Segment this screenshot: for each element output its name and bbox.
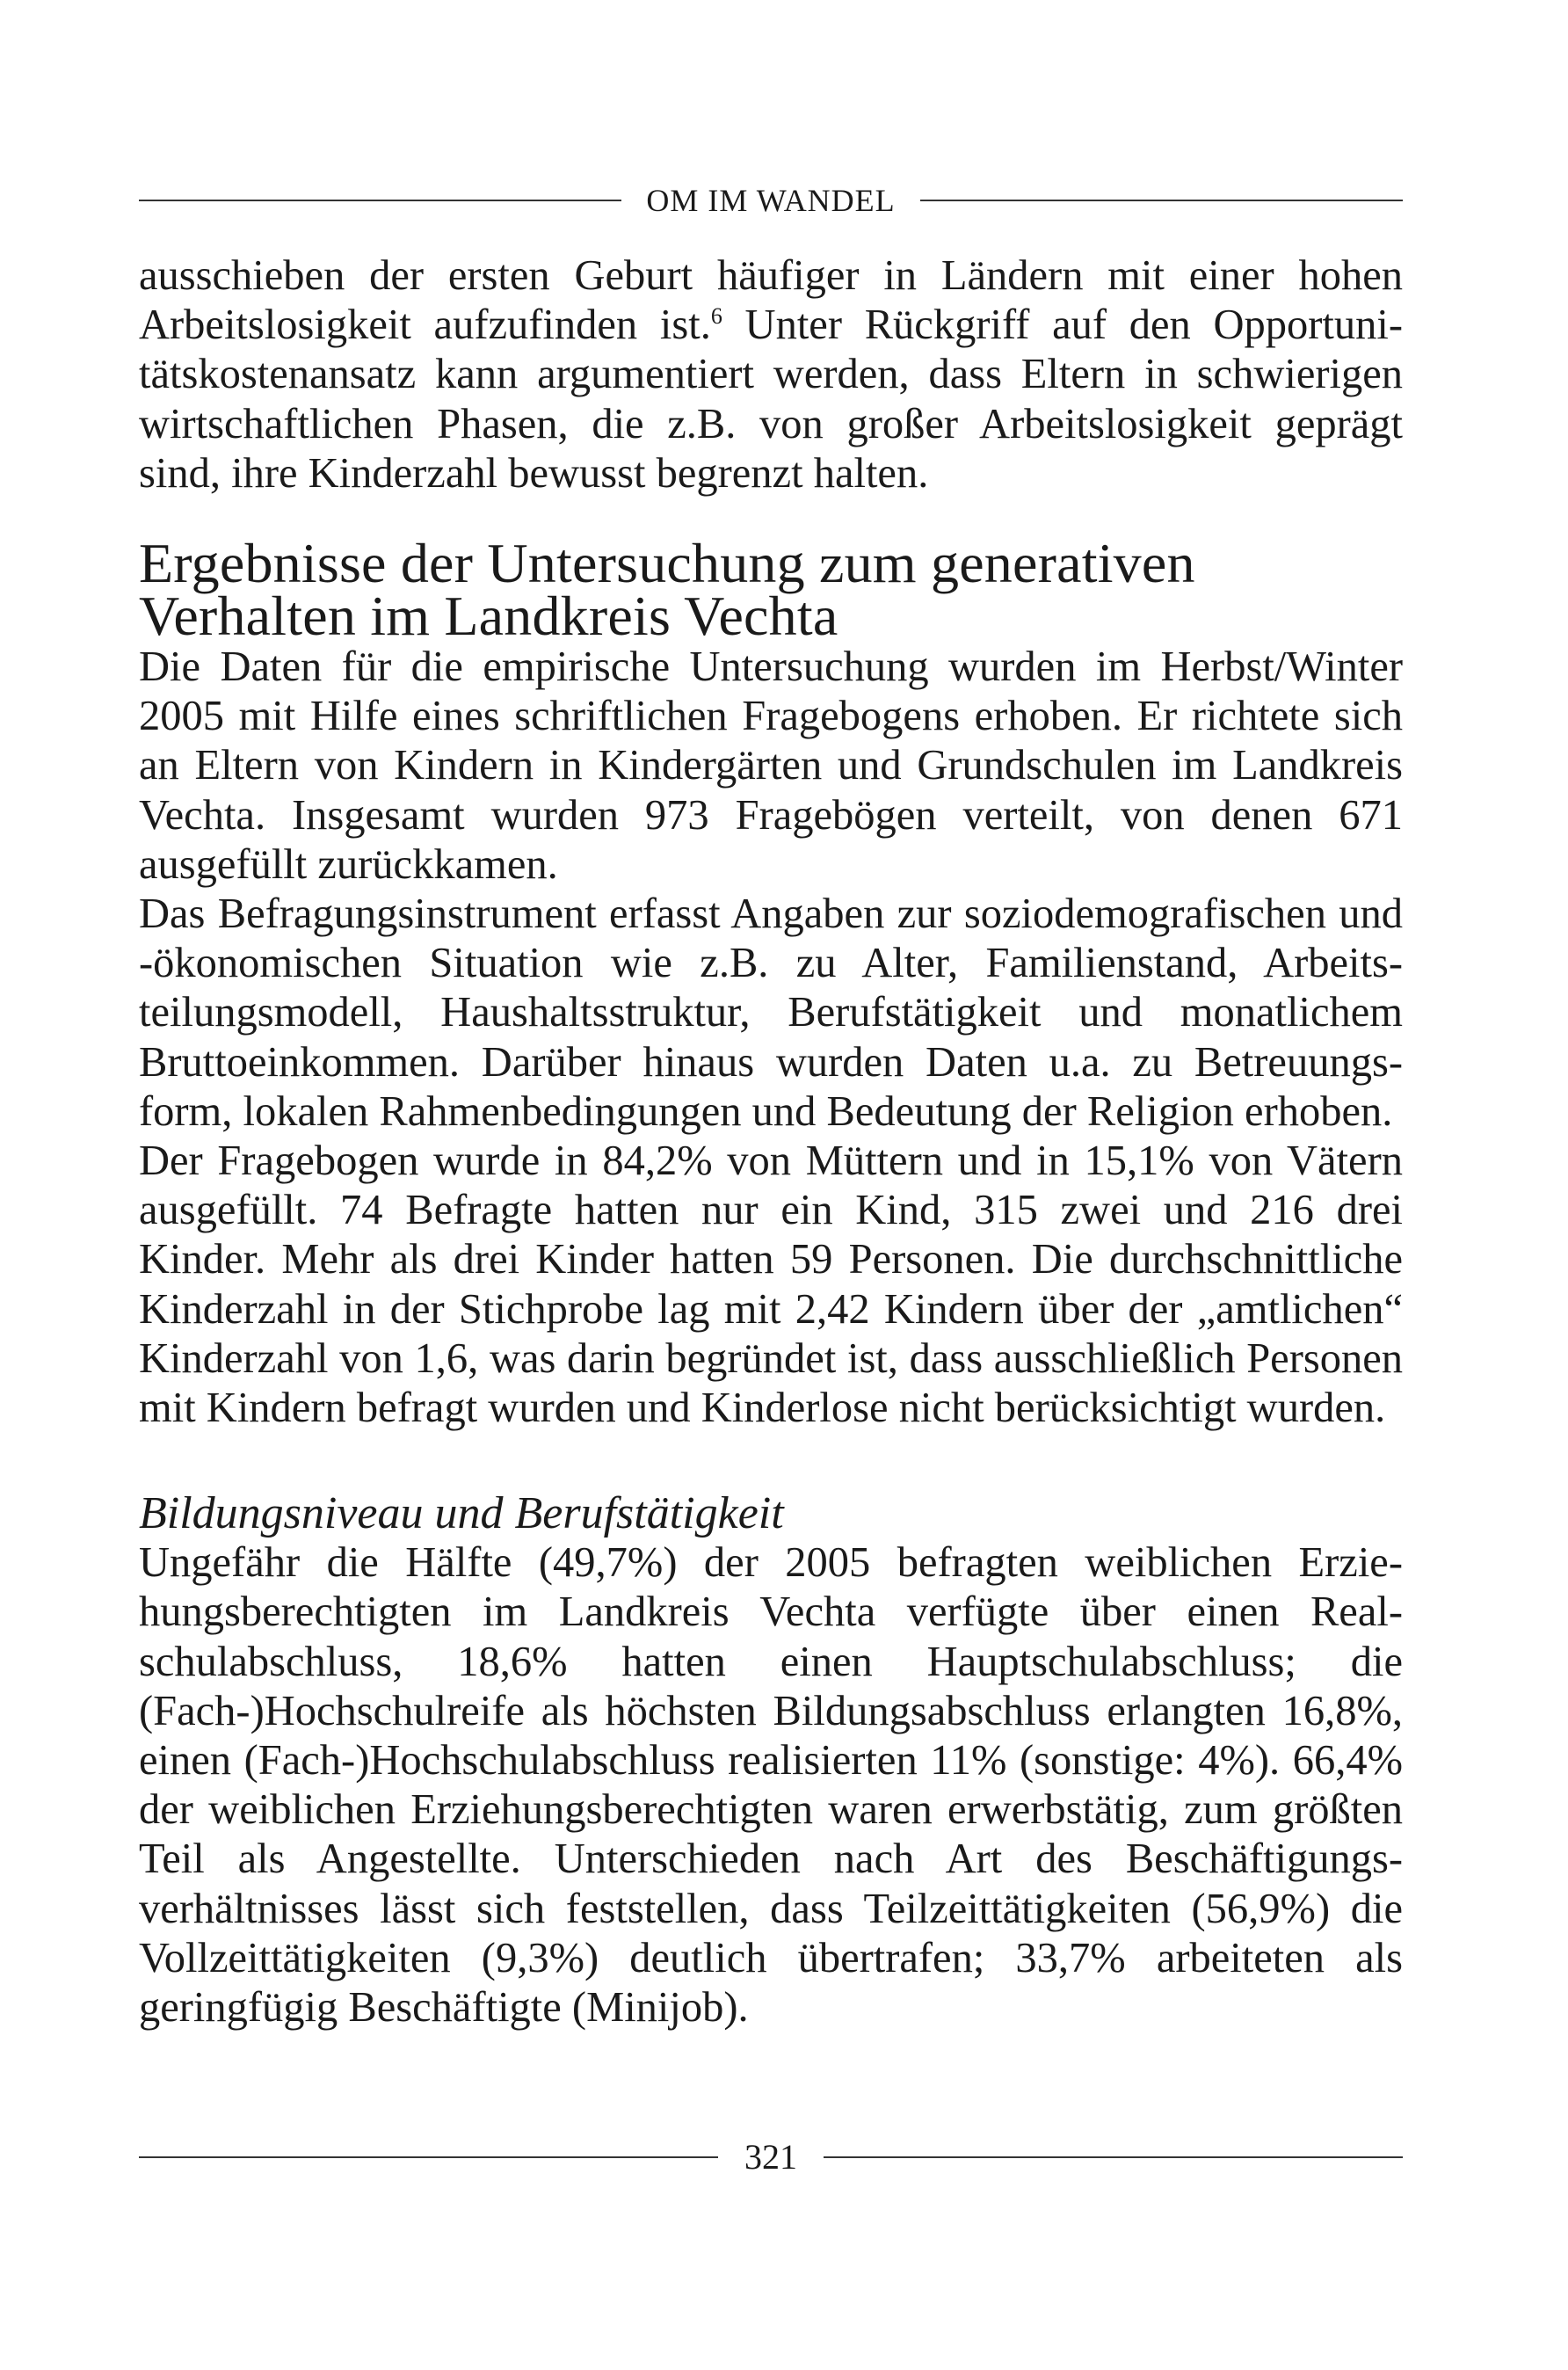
header-rule-right bbox=[920, 200, 1403, 201]
section-heading: Ergebnisse der Untersuchung zum generativen Verhalten im Landkreis Vechta bbox=[139, 532, 1195, 648]
intro-text-before-note: ausschieben der ersten Geburt häufiger in Ländern mit einer hohen Arbeitslosigkeit aufzufinden ist. bbox=[139, 252, 1403, 349]
footnote-reference: 6 bbox=[710, 303, 722, 330]
intro-paragraph bbox=[139, 251, 1403, 498]
section-paragraph-instrument: Das Befragungsinstrument erfasst Angaben zur soziodemografischen und -ökonomischen Situation wie z.B. zu Alter, Familienstand, Arbeitsteilungsmodell, Haushaltsstruktur, Berufstätigkeit und monatlichem Bruttoeinkommen. Darüber hinaus wurden Daten u.a. zu Betreuungsform, lokalen Rahmenbedingungen und Bedeutung der Religion erhoben. bbox=[139, 891, 1403, 1135]
footer-rule-left bbox=[139, 2156, 718, 2158]
page-footer bbox=[139, 2138, 1403, 2177]
intro-text-after-note: Unter Rückgriff auf den Opportunitätskostenansatz kann argumentiert werden, dass Eltern in schwierigen wirtschaftlichen Phasen, die z.B. von großer Arbeitslosigkeit geprägt sind, ihre Kinderzahl bewusst begrenzt halten. bbox=[139, 302, 1404, 497]
subsection-heading: Bildungsniveau und Berufstätigkeit bbox=[139, 1488, 784, 1539]
page-number: 321 bbox=[744, 2137, 797, 2177]
subsection-paragraph: Ungefähr die Hälfte (49,7%) der 2005 befragten weiblichen Erziehungsberechtigten im Landkreis Vechta verfügte über einen Realschulabschluss, 18,6% hatten einen Hauptschulabschluss; die (Fach-)Hochschulreife als höchsten Bildungsabschluss erlangten 16,8%, einen (Fach-)Hochschulabschluss realisierten 11% (sonstige: 4%). 66,4% der weiblichen Erziehungsberechtigten waren erwerbstätig, zum größten Teil als Angestellte. Unterschieden nach Art des Beschäftigungsverhältnisses lässt sich feststellen, dass Teilzeittätigkeiten (56,9%) die Vollzeittätigkeiten (9,3%) deutlich übertrafen; 33,7% arbeiteten als geringfügig Beschäftigte (Minijob). bbox=[139, 1539, 1403, 2032]
section-paragraph-data-collection: Die Daten für die empirische Untersuchung wurden im Herbst/Winter 2005 mit Hilfe eines schriftlichen Fragebogens erhoben. Er richtete sich an Eltern von Kindern in Kindergärten und Grundschulen im Landkreis Vechta. Insgesamt wurden 973 Fragebögen verteilt, von denen 671 ausgefüllt zurückkamen. bbox=[139, 643, 1403, 888]
running-title: OM IM WANDEL bbox=[646, 183, 896, 218]
header-rule-left bbox=[139, 200, 621, 201]
book-page bbox=[139, 0, 1403, 2370]
running-header bbox=[139, 183, 1403, 218]
footer-rule-right bbox=[824, 2156, 1403, 2158]
section-paragraph-sample: Der Fragebogen wurde in 84,2% von Müttern und in 15,1% von Vätern ausgefüllt. 74 Befragte hatten nur ein Kind, 315 zwei und 216 drei Kinder. Mehr als drei Kinder hatten 59 Personen. Die durchschnittliche Kinderzahl in der Stichprobe lag mit 2,42 Kindern über der „amtlichen“ Kinderzahl von 1,6, was darin begründet ist, dass ausschließlich Personen mit Kindern befragt wurden und Kinderlose nicht berücksichtigt wurden. bbox=[139, 1138, 1403, 1432]
page-body bbox=[139, 251, 1403, 2032]
